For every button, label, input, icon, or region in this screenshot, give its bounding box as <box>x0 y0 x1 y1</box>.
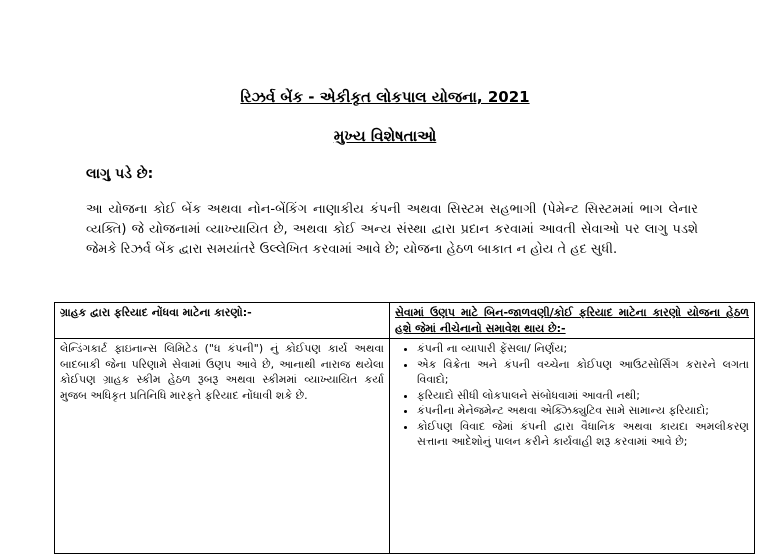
list-item: • કંપની ના વ્યાપારી ફેંસલા/ નિર્ણય; <box>417 341 749 357</box>
header-exclusions: સેવામાં ઉણપ માટે બિન-જાળવણી/કોઈ ફરિયાદ માટેના કારણો યોજના હેઠળ હશે જેમાં નીચેનાનો સમાવેશ થાય છે:- <box>390 303 755 339</box>
list-item: • કોઈપણ વિવાદ જેમાં કંપની દ્વારા વૈધાનિક અથવા કાયદા અમલીકરણ સત્તાના આદેશોનું પાલન કરીને કાર્યવાહી શરૂ કરવામાં આવે છે; <box>417 419 749 450</box>
table-header-row <box>55 303 755 339</box>
reasons-cell: લેન્ડિંગકાર્ટ ફાઇનાન્સ લિમિટેડ ("ધ કંપની") નું કોઈપણ કાર્ય અથવા બાદબાકી જેના પરિણામે સેવામાં ઉણપ આવે છે, આનાથી નારાજ થયેલા કોઈપણ ગ્રાહક સ્કીમ હેઠળ રૂબરૂ અથવા સ્કીમમાં વ્યાખ્યાયિત કર્યા મુજબ અધિકૃત પ્રતિનિધિ મારફતે ફરિયાદ નોંધાવી શકે છે. <box>55 339 390 554</box>
header-reasons: ગ્રાહક દ્વારા ફરિયાદ નોંધવા માટેના કારણો:- <box>55 303 390 339</box>
applies-heading: લાગુ પડે છે: <box>86 166 154 182</box>
applies-paragraph: આ યોજના કોઈ બેંક અથવા નોન-બેંકિંગ નાણાકીય કંપની અથવા સિસ્ટમ સહભાગી (પેમેન્ટ સિસ્ટમમાં ભાગ લેનાર વ્યક્તિ) જે યોજનામાં વ્યાખ્યાયિત છે, અથવા કોઈ અન્ય સંસ્થા દ્વારા પ્રદાન કરવામાં આવતી સેવાઓ પર લાગુ પડશે જેમકે રિઝર્વ બેંક દ્વારા સમયાંતરે ઉલ્લેખિત કરવામાં આવે છે; યોજના હેઠળ બાકાત ન હોય તે હદ સુધી. <box>86 202 698 257</box>
exclusions-list <box>395 341 749 450</box>
complaint-grounds-table <box>54 302 755 554</box>
list-item: • કંપનીના મેનેજમેન્ટ અથવા એક્ઝિક્યુટિવ સામે સામાન્ય ફરિયાદો; <box>417 403 749 419</box>
list-item: • એક વિક્રેતા અને કંપની વચ્ચેના કોઈપણ આઉટસોર્સિંગ કરારને લગતા વિવાદો; <box>417 357 749 388</box>
document-title: રિઝર્વ બેંક - એકીકૃત લોકપાલ યોજના, 2021 <box>240 88 530 106</box>
list-item: • ફરિયાદો સીધી લોકપાલને સંબોધવામાં આવતી નથી; <box>417 388 749 404</box>
table-row <box>55 339 755 554</box>
exclusions-cell <box>390 339 755 554</box>
document-subtitle: મુખ્ય વિશેષતાઓ <box>333 127 437 145</box>
